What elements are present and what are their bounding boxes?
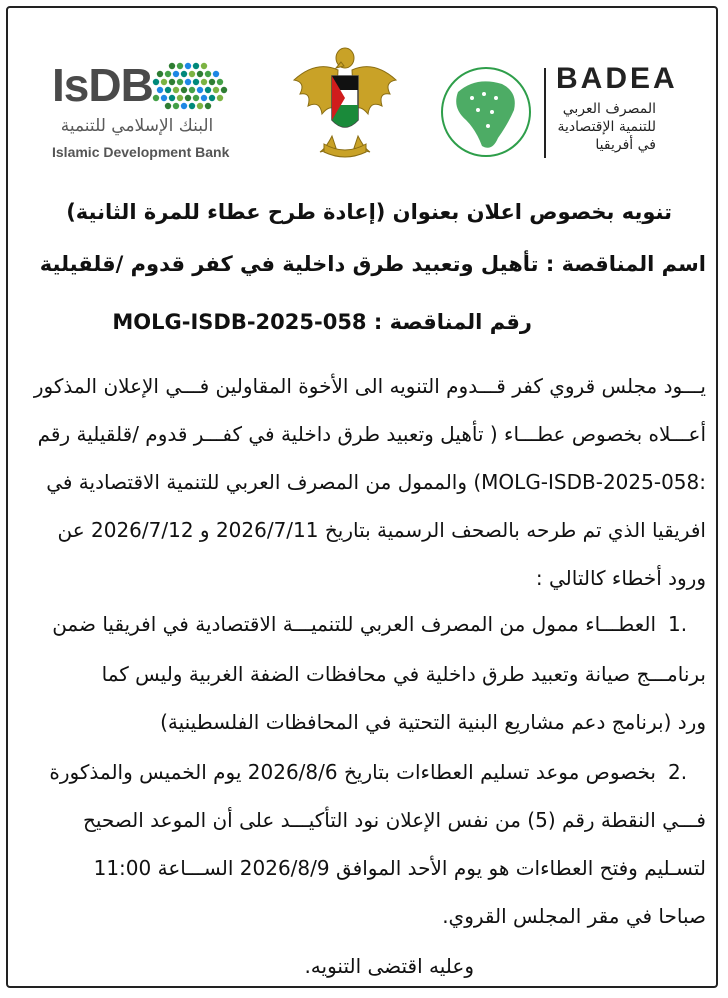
isdb-letters: IsDB — [52, 59, 153, 111]
intro-line: :MOLG-ISDB-2025-058) والممول من المصرف العربي للتنمية الاقتصادية في — [46, 470, 706, 494]
item-line: العطـــاء ممول من المصرف العربي للتنميـــة الاقتصادية في افريقيا ضمن — [52, 612, 656, 636]
intro-line: أعـــلاه بخصوص عطـــاء ( تأهيل وتعبيد طرق داخلية في كفـــر قدوم /قلقيلية رقم — [37, 422, 706, 446]
badea-divider — [544, 68, 546, 158]
item-line: ورد (برنامج دعم مشاريع البنية التحتية في المحافظات الفلسطينية) — [160, 710, 706, 734]
item-line: بخصوص موعد تسليم العطاءات بتاريخ 2026/8/6 يوم الخميس والمذكورة — [49, 760, 656, 784]
badea-arabic-line: المصرف العربي — [562, 101, 656, 117]
isdb-globe-icon — [148, 60, 228, 112]
item-line: فـــي النقطة رقم (5) من نفس الإعلان نود التأكيـــد على أن الموعد الصحيح — [82, 808, 706, 832]
notice-title: تنويه بخصوص اعلان بعنوان (إعادة طرح عطاء للمرة الثانية) — [66, 200, 672, 224]
intro-line: يـــود مجلس قروي كفر قـــدوم التنويه الى الأخوة المقاولين فـــي الإعلان المذكور — [33, 374, 706, 398]
item-line: صباحا في مقر المجلس القروي. — [442, 904, 706, 928]
isdb-arabic-name: البنك الإسلامي للتنمية — [60, 116, 214, 136]
tender-name: اسم المناقصة : تأهيل وتعبيد طرق داخلية في كفر قدوم /قلقيلية — [39, 252, 706, 276]
badea-name: BADEA — [556, 62, 678, 95]
logos-header — [0, 36, 728, 176]
intro-line: ورود أخطاء كالتالي : — [535, 566, 706, 590]
palestine-eagle-emblem-icon — [286, 40, 404, 162]
item-number: 2. — [668, 760, 688, 784]
badea-arabic-name — [556, 100, 656, 154]
badea-arabic-line: للتنمية الإقتصادية — [557, 119, 656, 135]
tender-number: رقم المناقصة : MOLG-ISDB-2025-058 — [112, 310, 532, 334]
closing-line: وعليه اقتضى التنويه. — [304, 954, 474, 978]
isdb-logo — [52, 58, 242, 168]
item-line: لتسـليم وفتح العطاءات هو يوم الأحد الموافق 2026/8/9 الســـاعة 11:00 — [93, 856, 706, 880]
item-line: برنامـــج صيانة وتعبيد طرق داخلية في محافظات الضفة الغربية وليس كما — [101, 662, 706, 686]
badea-africa-map-icon — [436, 58, 536, 166]
intro-line: افريقيا الذي تم طرحه بالصحف الرسمية بتاريخ 2026/7/11 و 2026/7/12 عن — [57, 518, 706, 542]
item-number: 1. — [668, 612, 688, 636]
isdb-english-name: Islamic Development Bank — [52, 144, 230, 160]
badea-arabic-line: في أفريقيا — [595, 137, 656, 153]
